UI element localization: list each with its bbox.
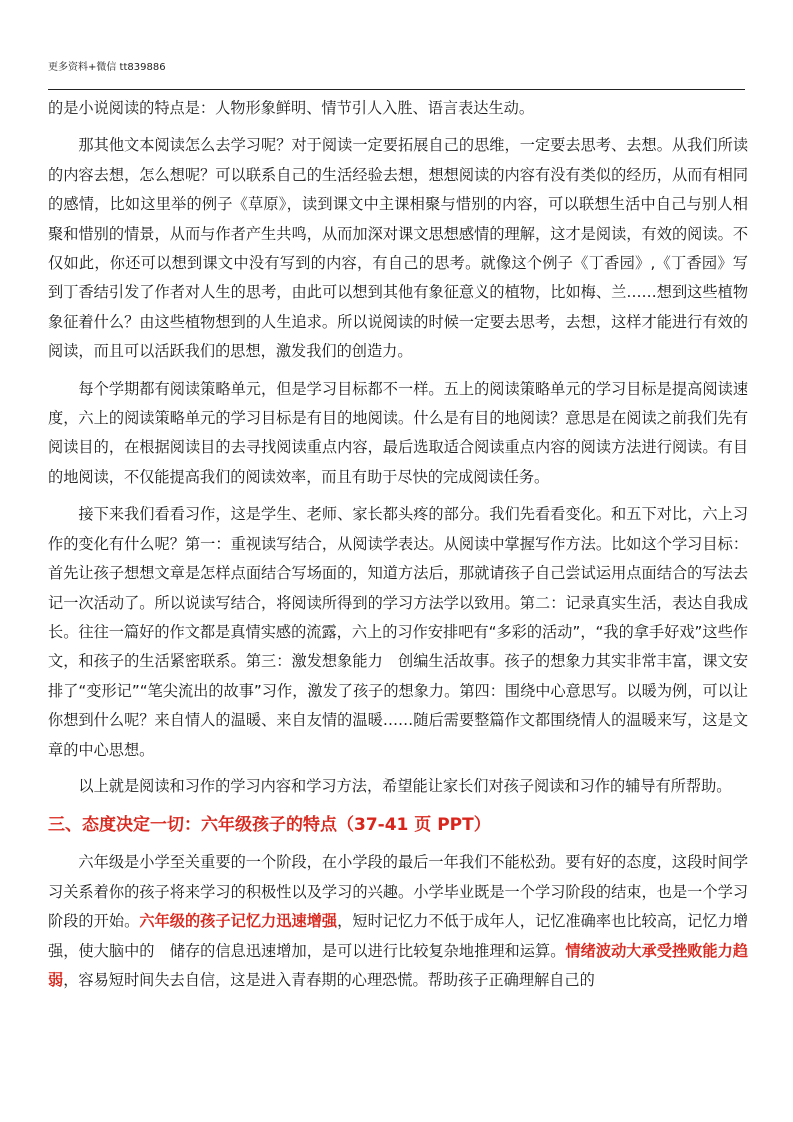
paragraph-grade-six-traits (48, 848, 748, 995)
header-divider (48, 89, 745, 90)
highlight-emotion: 情绪波动大承受挫败能力趋弱 (48, 941, 749, 989)
paragraph-writing: 接下来我们看看习作，这是学生、老师、家长都头疼的部分。我们先看看变化。和五下对比，六上习作的变化有什么呢？第一：重视读写结合，从阅读学表达。从阅读中掌握写作方法。比如这个学习目标：首先让孩子想想文章是怎样点面结合写场面的，知道方法后，那就请孩子自己尝试运用点面结合的写法去记一次活动了。所以说读写结合，将阅读所得到的学习方法学以致用。第二：记录真实生活，表达自我成长。往往一篇好的作文都是真情实感的流露，六上的习作安排吧有“多彩的活动”，“我的拿手好戏”这些作文，和孩子的生活紧密联系。第三：激发想象能力 创编生活故事。孩子的想象力其实非常丰富，课文安排了“变形记”“笔尖流出的故事”习作，激发了孩子的想象力。第四：围绕中心意思写。以暖为例，可以让你想到什么呢？来自情人的温暖、来自友情的温暖……随后需要整篇作文都围绕情人的温暖来写，这是文章的中心思想。 (48, 505, 748, 759)
highlight-memory: 六年级的孩子记忆力迅速增强 (139, 912, 338, 931)
document-body (48, 94, 748, 995)
paragraph-continuation: 的是小说阅读的特点是：人物形象鲜明、情节引人入胜、语言表达生动。 (48, 99, 534, 117)
section-heading: 三、态度决定一切：六年级孩子的特点（37-41 页 PPT） (48, 815, 491, 836)
text-segment: 六年级是小学至关重要的一个阶段，在小学段的最后一年我们不能松劲。要有好的态度，这段时间学习关系着你的孩子将来学习的积极性以及学习的兴趣。小学毕业既是一个学习阶段的结束，也是一个学习阶段的开始。 (48, 853, 748, 931)
text-segment: ，容易短时间失去自信，这是进入青春期的心理恐慌。帮助孩子正确理解自己的 (63, 970, 595, 989)
page-header-note: 更多资料+微信 tt839886 (48, 62, 166, 73)
paragraph-reading-thinking: 那其他文本阅读怎么去学习呢？对于阅读一定要拓展自己的思维，一定要去思考、去想。从我们所读的内容去想，怎么想呢？可以联系自己的生活经验去想，想想阅读的内容有没有类似的经历，从而有相同的感情，比如这里举的例子《草原》，读到课文中主课相聚与惜别的内容，可以联想生活中自己与别人相聚和惜别的情景，从而与作者产生共鸣，从而加深对课文思想感情的理解，这才是阅读，有效的阅读。不仅如此，你还可以想到课文中没有写到的内容，有自己的思考。就像这个例子《丁香园》,《丁香园》写到丁香结引发了作者对人生的思考，由此可以想到其他有象征意义的植物，比如梅、兰……想到这些植物象征着什么？由这些植物想到的人生追求。所以说阅读的时候一定要去思考，去想，这样才能进行有效的阅读，而且可以活跃我们的思想，激发我们的创造力。 (48, 136, 748, 361)
paragraph-reading-strategy: 每个学期都有阅读策略单元，但是学习目标都不一样。五上的阅读策略单元的学习目标是提高阅读速度，六上的阅读策略单元的学习目标是有目的地阅读。什么是有目的地阅读？意思是在阅读之前我们先有阅读目的，在根据阅读目的去寻找阅读重点内容，最后选取适合阅读重点内容的阅读方法进行阅读。有目的地阅读，不仅能提高我们的阅读效率，而且有助于尽快的完成阅读任务。 (48, 379, 748, 486)
text-segment: ，短时记忆力不低于成年人，记忆准确率也比较高，记忆力增强，使大脑中的 储存的信息迅速增加，是可以进行比较复杂地推理和运算。 (48, 912, 749, 960)
paragraph-summary: 以上就是阅读和习作的学习内容和学习方法，希望能让家长们对孩子阅读和习作的辅导有所帮助。 (78, 776, 732, 795)
